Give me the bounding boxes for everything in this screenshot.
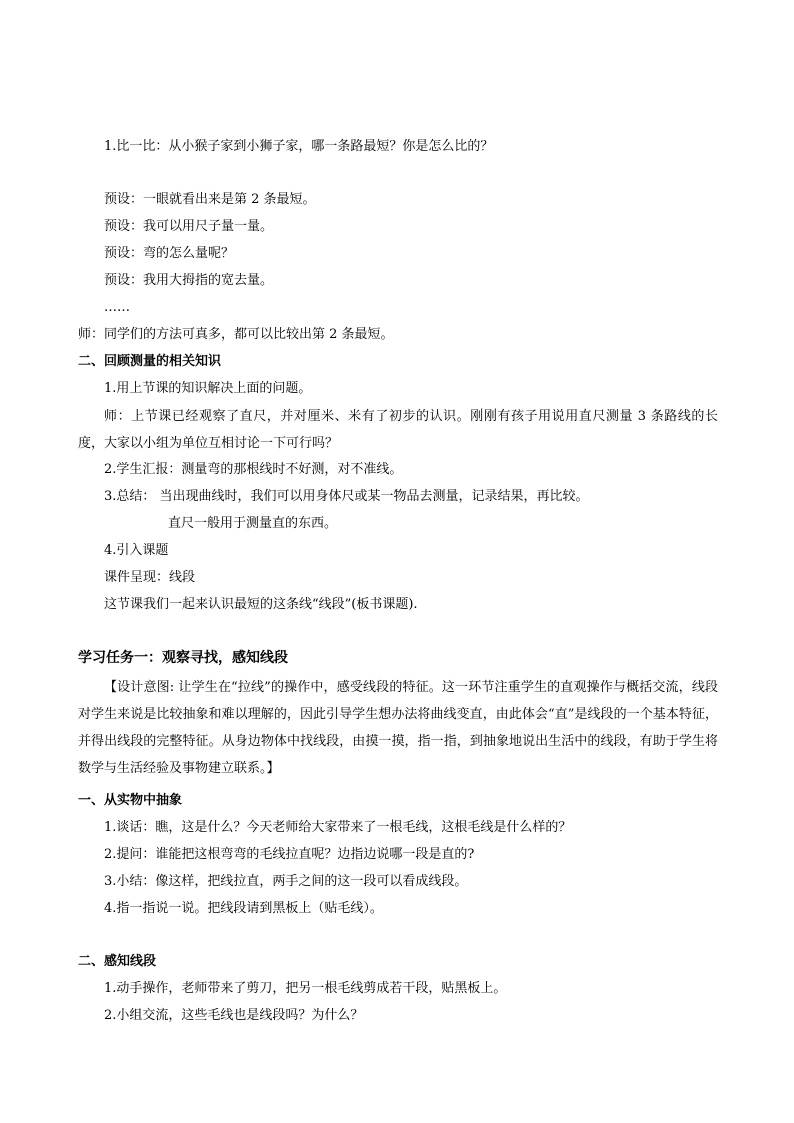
list-item: 4.指一指说一说。把线段请到黑板上（贴毛线）。: [104, 901, 383, 916]
intro-line: 这节课我们一起来认识最短的这条线“线段”(板书课题).: [104, 597, 418, 612]
list-item: 3.总结： 当出现曲线时，我们可以用身体尺或某一物品去测量，记录结果，再比较。: [104, 489, 589, 504]
section-heading: 一、从实物中抽象: [78, 793, 183, 808]
teacher-remark: 师：同学们的方法可真多，都可以比较出第 2 条最短。: [78, 327, 394, 342]
list-item: 1.用上节课的知识解决上面的问题。: [104, 381, 312, 396]
list-item-continuation: 直尺一般用于测量直的东西。: [168, 516, 338, 531]
list-item: 2.学生汇报：测量弯的那根线时不好测，对不准线。: [104, 462, 403, 477]
courseware-line: 课件呈现：线段: [104, 570, 196, 585]
preset-line: 预设：我用大拇指的宽去量。: [104, 273, 274, 288]
preset-line: 预设：一眼就看出来是第 2 条最短。: [104, 192, 316, 207]
compare-question: 1.比一比：从小猴子家到小狮子家，哪一条路最短？你是怎么比的？: [104, 139, 494, 154]
list-item: 3.小结：像这样，把线拉直，两手之间的这一段可以看成线段。: [104, 874, 468, 889]
design-intent-paragraph: 【设计意图: 让学生在“拉线”的操作中，感受线段的特征。这一环节注重学生的直观操作与概括交流，线段对学生来说是比较抽象和难以理解的，因此引导学生想办法将曲线变直，由此体会“直”是线段的一个基本特征，并得出线段的完整特征。从身边物体中找线段，由摸一摸，指一指，到抽象地说出生活中的线段，有助于学生将数学与生活经验及事物建立联系。】: [78, 680, 718, 776]
list-item: 2.小组交流，这些毛线也是线段吗？为什么？: [104, 1008, 364, 1023]
teacher-paragraph: 师：上节课已经观察了直尺，并对厘米、米有了初步的认识。刚刚有孩子用说用直尺测量 3 条路线的长度，大家以小组为单位互相讨论一下可行吗？: [78, 409, 718, 451]
preset-line: 预设：弯的怎么量呢？: [104, 246, 235, 261]
list-item: 4.引入课题: [104, 543, 169, 558]
list-item: 1.动手操作，老师带来了剪刀，把另一根毛线剪成若干段，贴黑板上。: [104, 981, 507, 996]
section-heading: 二、感知线段: [78, 954, 157, 969]
ellipsis: ……: [104, 300, 130, 315]
list-item: 1.谈话：瞧，这是什么？今天老师给大家带来了一根毛线，这根毛线是什么样的？: [104, 820, 572, 835]
list-item: 2.提问：谁能把这根弯弯的毛线拉直呢？边指边说哪一段是直的?: [104, 847, 475, 862]
preset-line: 预设：我可以用尺子量一量。: [104, 219, 274, 234]
section-heading: 二、回顾测量的相关知识: [78, 354, 222, 369]
task-heading: 学习任务一：观察寻找，感知线段: [78, 650, 288, 666]
